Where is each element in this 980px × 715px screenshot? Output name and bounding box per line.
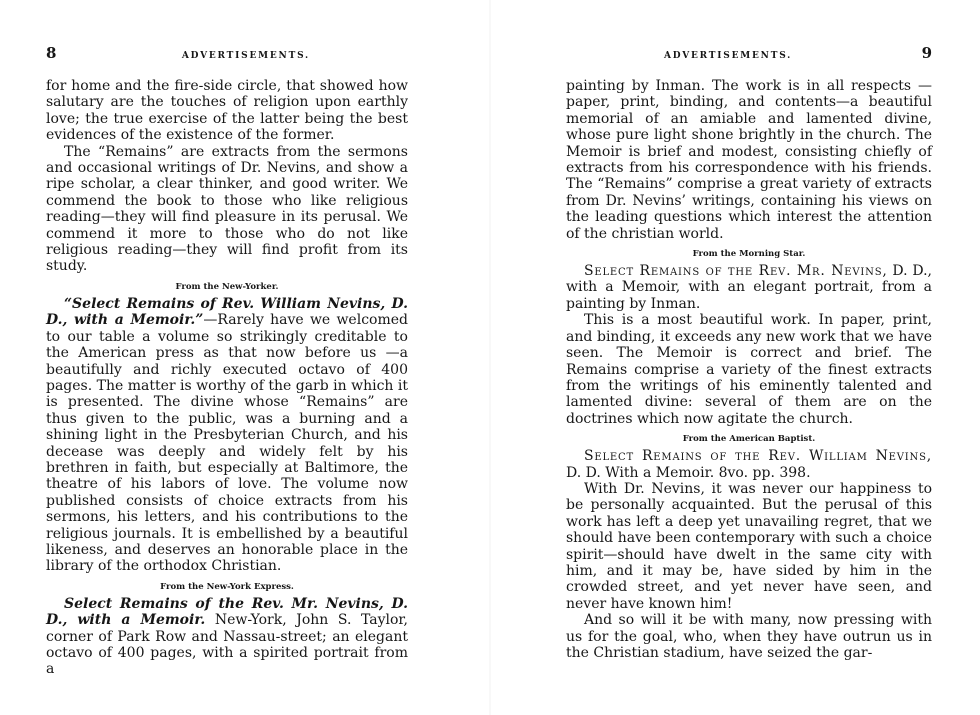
- paragraph: The “Remains” are extracts from the sermons and occasional writings of Dr. Nevins, and show a ripe scholar, a clear thinker, and good writer. We commend the book to those who like religious reading—they will find pleasure in its perusal. We commend it more to those who do not like religious reading—they will find profit from its study.: [46, 143, 408, 275]
- left-page-body: [46, 78, 408, 678]
- paragraph-text: —Rarely have we welcomed to our table a volume so strikingly creditable to the American press as that now before us —a beautifully and richly executed octavo of 400 pages. The matter is worthy of the garb in which it is presented. The divine whose “Remains” are thus given to the public, was a burning and a shining light in the Presbyterian Church, and his decease was deeply and widely felt by his brethren in faith, but especially at Baltimore, the theatre of his labors of love. The volume now published consists of choice extracts from his sermons, his letters, and his contributions to the religious journals. It is embellished by a beautiful likeness, and deserves an honorable place in the library of the orthodox Christian.: [46, 312, 408, 575]
- paragraph: [46, 596, 408, 678]
- paragraph: for home and the fire-side circle, that showed how salutary are the touches of religion upon earthly love; the true exercise of the latter being the best evidences of the existence of the former.: [46, 78, 408, 144]
- right-page-body: [566, 78, 932, 661]
- source-heading: From the American Baptist.: [682, 434, 816, 445]
- paragraph: With Dr. Nevins, it was never our happiness to be personally acquainted. But the perusal of this work has left a deep yet unavailing regret, that we should have been contemporary with such a choice spirit—should have dwelt in the same city with him, and it may be, have sided by him in the crowded street, and yet never have seen, and never have known him!: [566, 480, 932, 612]
- book-title: Select Remains of the Rev. Mr. Nevins,: [584, 263, 888, 280]
- paragraph: And so will it be with many, now pressing with us for the goal, who, when they have outrun us in the Christian stadium, have seized the gar-: [566, 612, 932, 661]
- running-head: ADVERTISEMENTS.: [181, 51, 310, 61]
- paragraph: [566, 263, 932, 312]
- paragraph: [566, 448, 932, 481]
- paragraph-text: D. D., with a Memoir, with an elegant portrait, from a painting by Inman.: [566, 263, 932, 312]
- page-number: 8: [46, 44, 57, 62]
- source-heading: From the New-York Express.: [160, 581, 294, 592]
- right-page-header: [566, 44, 932, 78]
- source-heading: From the Morning Star.: [692, 249, 806, 260]
- left-page-header: [46, 44, 408, 78]
- page-number: 9: [921, 44, 932, 62]
- paragraph-text: D. D. With a Memoir. 8vo. pp. 398.: [566, 464, 811, 481]
- right-page: [490, 0, 980, 715]
- paragraph: This is a most beautiful work. In paper, print, and binding, it exceeds any new work that we have seen. The Memoir is correct and brief. The Remains comprise a variety of the finest extracts from the writings of his eminently talented and lamented divine: several of them are on the doctrines which now agitate the church.: [566, 312, 932, 427]
- source-heading: From the New-Yorker.: [175, 281, 279, 292]
- paragraph: painting by Inman. The work is in all respects —paper, print, binding, and contents—a beautiful memorial of an amiable and lamented divine, whose pure light shone brightly in the church. The Memoir is brief and modest, consisting chiefly of extracts from his correspondence with his friends. The “Remains” comprise a great variety of extracts from Dr. Nevins’ writings, containing his views on the leading questions which interest the attention of the christian world.: [566, 78, 932, 242]
- running-head: ADVERTISEMENTS.: [664, 51, 793, 61]
- book-title: “Select Remains of Rev. William Nevins, D. D., with a Memoir.”: [46, 295, 408, 329]
- paragraph-text: New-York, John S. Taylor, corner of Park Row and Nassau-street; an elegant octavo of 400 pages, with a spirited portrait from a: [46, 612, 408, 678]
- book-title: Select Remains of the Rev. Mr. Nevins, D. D., with a Memoir.: [46, 595, 408, 629]
- paragraph: [46, 296, 408, 575]
- book-title: Select Remains of the Rev. William Nevins,: [584, 448, 932, 465]
